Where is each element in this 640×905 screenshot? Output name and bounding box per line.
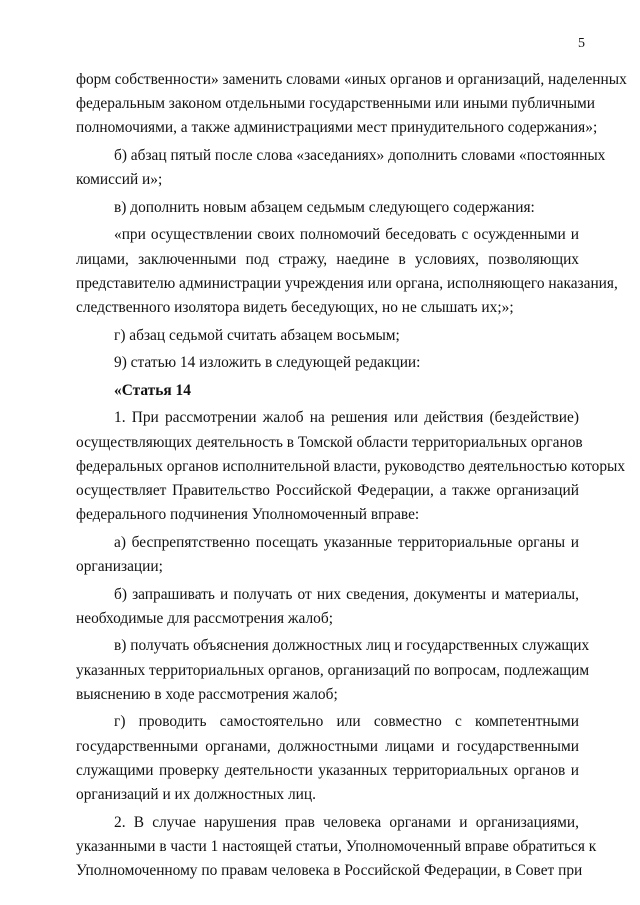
text-line: б) абзац пятый после слова «заседаниях» дополнить словами «постоянных [114, 147, 606, 164]
text-line: федеральным законом отдельными государственными или иными публичными [76, 95, 596, 113]
text-line: «при осуществлении своих полномочий беседовать с осужденными и [114, 226, 579, 244]
text-line: выяснению в ходе рассмотрения жалоб; [76, 685, 338, 703]
text-line: организации; [76, 557, 163, 575]
text-line: в) получать объяснения должностных лиц и государственных служащих [114, 637, 590, 655]
text-line: форм собственности» заменить словами «иных органов и организаций, наделенных [76, 71, 627, 88]
text-line: «Статья 14 [114, 381, 191, 399]
text-line: федерального подчинения Уполномоченный вправе: [76, 506, 420, 524]
text-line: полномочиями, а также администрациями мест принудительного содержания»; [76, 119, 598, 137]
text-line: 2. В случае нарушения прав человека органами и организациями, [114, 813, 579, 831]
paragraph-part-2 [76, 811, 597, 884]
text-line: представителю администрации учреждения или органа, исполняющего наказания, [76, 274, 618, 292]
text-line: г) абзац седьмой считать абзацем восьмым; [114, 326, 400, 344]
paragraph-item-b [76, 144, 606, 192]
text-line: указанными в части 1 настоящей статьи, Уполномоченный вправе обратиться к [76, 837, 597, 855]
text-line: указанных территориальных органов, организаций по вопросам, подлежащим [76, 661, 590, 679]
text-line: служащими проверку деятельности указанных территориальных органов и [76, 761, 579, 779]
text-line: государственными органами, должностными лицами и государственными [76, 737, 579, 755]
text-line: необходимые для рассмотрения жалоб; [76, 609, 333, 627]
paragraph-subitem-a [76, 531, 579, 579]
text-line: Уполномоченному по правам человека в Российской Федерации, в Совет при [76, 861, 583, 879]
article-heading [76, 379, 579, 403]
text-line: осуществляющих деятельность в Томской области территориальных органов [76, 433, 583, 451]
text-line: федеральных органов исполнительной власти, руководство деятельностью которых [76, 457, 626, 475]
paragraph-quote [76, 223, 618, 320]
paragraph-item-g [76, 324, 579, 348]
text-line: г) проводить самостоятельно или совместно с компетентными [114, 713, 579, 731]
text-line: а) беспрепятственно посещать указанные территориальные органы и [114, 533, 579, 551]
text-line: 1. При рассмотрении жалоб на решения или действия (бездействие) [114, 409, 579, 427]
paragraph-subitem-v [76, 634, 590, 707]
text-line: организаций и их должностных лиц. [76, 785, 316, 803]
text-line: 9) статью 14 изложить в следующей редакции: [114, 354, 421, 372]
text-line: следственного изолятора видеть беседующих, но не слышать их;»; [76, 299, 514, 316]
document-body [76, 68, 627, 883]
text-line: осуществляет Правительство Российской Федерации, а также организаций [76, 481, 579, 499]
paragraph-item-v [76, 196, 579, 220]
paragraph-subitem-g [76, 710, 579, 807]
paragraph-part-1 [76, 406, 626, 527]
page-number: 5 [578, 36, 585, 51]
text-line: б) запрашивать и получать от них сведения, документы и материалы, [114, 585, 579, 603]
paragraph-subitem-b [76, 583, 579, 631]
paragraph-item-9 [76, 351, 579, 375]
paragraph-continuation [76, 68, 627, 141]
text-line: в) дополнить новым абзацем седьмым следующего содержания: [114, 198, 535, 216]
text-line: лицами, заключенными под стражу, наедине в условиях, позволяющих [76, 250, 579, 268]
text-line: комиссий и»; [76, 171, 163, 189]
